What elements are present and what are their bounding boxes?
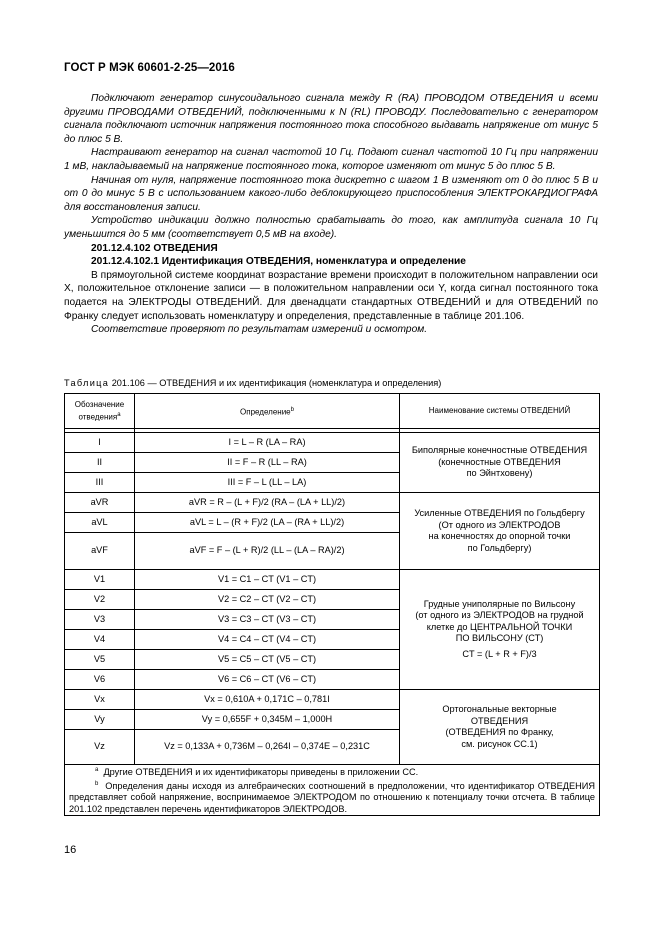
- lead-code: V1: [65, 570, 135, 590]
- paragraph-indicator: Устройство индикации должно полностью срабатывать до того, как амплитуда сигнала 10 Гц уменьшится до 5 мм (соответствует 0,5 мВ на входе).: [64, 215, 598, 240]
- table-caption: [64, 378, 441, 388]
- table-caption-word: Таблица: [64, 378, 110, 388]
- paragraph-generator-connection: Подключают генератор синусоидального сигнала между R (RA) ПРОВОДОМ ОТВЕДЕНИЯ и всеми другими ПРОВОДАМИ ОТВЕДЕНИЙ, подключенными к N (RL) ПРОВОДУ. Последовательно с генератором сигнала подключают источник напряжения постоянного тока способного выдавать напряжение от минус 5 до плюс 5 В.: [64, 93, 598, 145]
- lead-definition: V1 = C1 – CT (V1 – CT): [135, 570, 400, 590]
- lead-definition: aVR = R – (L + F)/2 (RA – (LA + LL)/2): [135, 493, 400, 513]
- lead-definition: V2 = C2 – CT (V2 – CT): [135, 590, 400, 610]
- lead-code: V3: [65, 610, 135, 630]
- lead-code: aVL: [65, 513, 135, 533]
- col-header-system: Наименование системы ОТВЕДЕНИЙ: [400, 394, 600, 429]
- subsection-heading: 201.12.4.102.1 Идентификация ОТВЕДЕНИЯ, номенклатура и определение: [91, 256, 466, 268]
- footnote-mark-b: b: [290, 406, 294, 413]
- lead-code: Vy: [65, 710, 135, 730]
- paragraph-generator-setup: Настраивают генератор на сигнал частотой 10 Гц. Подают сигнал частотой 10 Гц при напряжении 1 мВ, накладываемый на напряжение постоянного тока, которое изменяют от минус 5 до плюс 5 В.: [64, 147, 598, 172]
- lead-code: III: [65, 473, 135, 493]
- lead-definition: V3 = C3 – CT (V3 – CT): [135, 610, 400, 630]
- col-header-code: Обозначение отведения$^a$: [65, 394, 135, 429]
- system-name-frank: Ортогональные векторные ОТВЕДЕНИЯ (ОТВЕДЕНИЯ по Франку, см. рисунок СС.1): [400, 690, 600, 765]
- section-heading: 201.12.4.102 ОТВЕДЕНИЯ: [91, 242, 218, 254]
- table-row: [65, 493, 600, 513]
- footnote-a: $^a$ Другие ОТВЕДЕНИЯ и их идентификаторы приведены в приложении СС.: [95, 767, 419, 778]
- lead-definition: V6 = C6 – CT (V6 – CT): [135, 670, 400, 690]
- lead-definition: Vx = 0,610A + 0,171C – 0,781I: [135, 690, 400, 710]
- table-notes-row: [65, 765, 600, 816]
- lead-code: V4: [65, 630, 135, 650]
- lead-definition: Vy = 0,655F + 0,345M – 1,000H: [135, 710, 400, 730]
- lead-code: II: [65, 453, 135, 473]
- lead-code: V5: [65, 650, 135, 670]
- system-name-augmented: Усиленные ОТВЕДЕНИЯ по Гольдбергу (От одного из ЭЛЕКТРОДОВ на конечностях до опорной точки по Гольдбергу): [400, 493, 600, 570]
- lead-code: V2: [65, 590, 135, 610]
- lead-code: aVF: [65, 533, 135, 570]
- lead-definition: Vz = 0,133A + 0,736M – 0,264I – 0,374E – 0,231C: [135, 730, 400, 765]
- table-caption-text: 201.106 — ОТВЕДЕНИЯ и их идентификация (номенклатура и определения): [111, 378, 442, 388]
- system-name-bipolar: Биполярные конечностные ОТВЕДЕНИЯ (конечностные ОТВЕДЕНИЯ по Эйнтховену): [400, 433, 600, 493]
- page-number: 16: [64, 844, 77, 856]
- col-header-definition: Определение$^b$: [135, 394, 400, 429]
- paragraph-compliance: Соответствие проверяют по результатам измерений и осмотром.: [91, 324, 428, 336]
- leads-table: [64, 393, 600, 816]
- paragraph-coordinates: В прямоугольной системе координат возрастание времени происходит в положительном направлении оси X, положительное отклонение записи — в положительном направлении оси Y, когда сигнал постоянного тока подается на ЭЛЕКТРОДЫ ОТВЕДЕНИЙ. Для двенадцати стандартных ОТВЕДЕНИЙ и для ОТВЕДЕНИЙ по Франку следует использовать номенклатуру и определения, представленные в таблице 201.106.: [64, 269, 598, 322]
- table-header-row: [65, 394, 600, 429]
- lead-definition: II = F – R (LL – RA): [135, 453, 400, 473]
- footnote-b: $^b$ Определения даны исходя из алгебраических соотношений в предположении, что идентификатор ОТВЕДЕНИЯ представляет собой напряжение, воспринимаемое ЭЛЕКТРОДОМ по отношению к потенциалу точки отсчета. В таблице 201.102 представлен перечень идентификаторов ЭЛЕКТРОДОВ.: [69, 780, 595, 814]
- lead-code: Vz: [65, 730, 135, 765]
- lead-definition: I = L – R (LA – RA): [135, 433, 400, 453]
- lead-definition: aVL = L – (R + F)/2 (LA – (RA + LL)/2): [135, 513, 400, 533]
- table-notes: [65, 765, 600, 816]
- paragraph-dc-steps: Начиная от нуля, напряжение постоянного тока дискретно с шагом 1 В изменяют от 0 до плюс 5 В и от 0 до минус 5 В с использованием какого-либо деблокирующего приспособления ЭЛЕКТРОКАРДИОГРАФА для восстановления записи.: [64, 174, 598, 213]
- lead-definition: III = F – L (LL – LA): [135, 473, 400, 493]
- system-name-wilson: Грудные униполярные по Вильсону (от одного из ЭЛЕКТРОДОВ на грудной клетке до ЦЕНТРАЛЬНОЙ ТОЧКИ ПО ВИЛЬСОНУ (СТ) CT = (L + R + F)/3: [400, 570, 600, 690]
- footnote-mark-a: a: [117, 411, 121, 418]
- lead-code: I: [65, 433, 135, 453]
- lead-code: Vx: [65, 690, 135, 710]
- document-header: ГОСТ Р МЭК 60601-2-25—2016: [64, 62, 235, 74]
- body-text: [64, 92, 598, 337]
- lead-definition: V4 = C4 – CT (V4 – CT): [135, 630, 400, 650]
- table-row: [65, 570, 600, 590]
- table-row: [65, 433, 600, 453]
- lead-code: aVR: [65, 493, 135, 513]
- table-row: [65, 690, 600, 710]
- lead-code: V6: [65, 670, 135, 690]
- lead-definition: V5 = C5 – CT (V5 – CT): [135, 650, 400, 670]
- lead-definition: aVF = F – (L + R)/2 (LL – (LA – RA)/2): [135, 533, 400, 570]
